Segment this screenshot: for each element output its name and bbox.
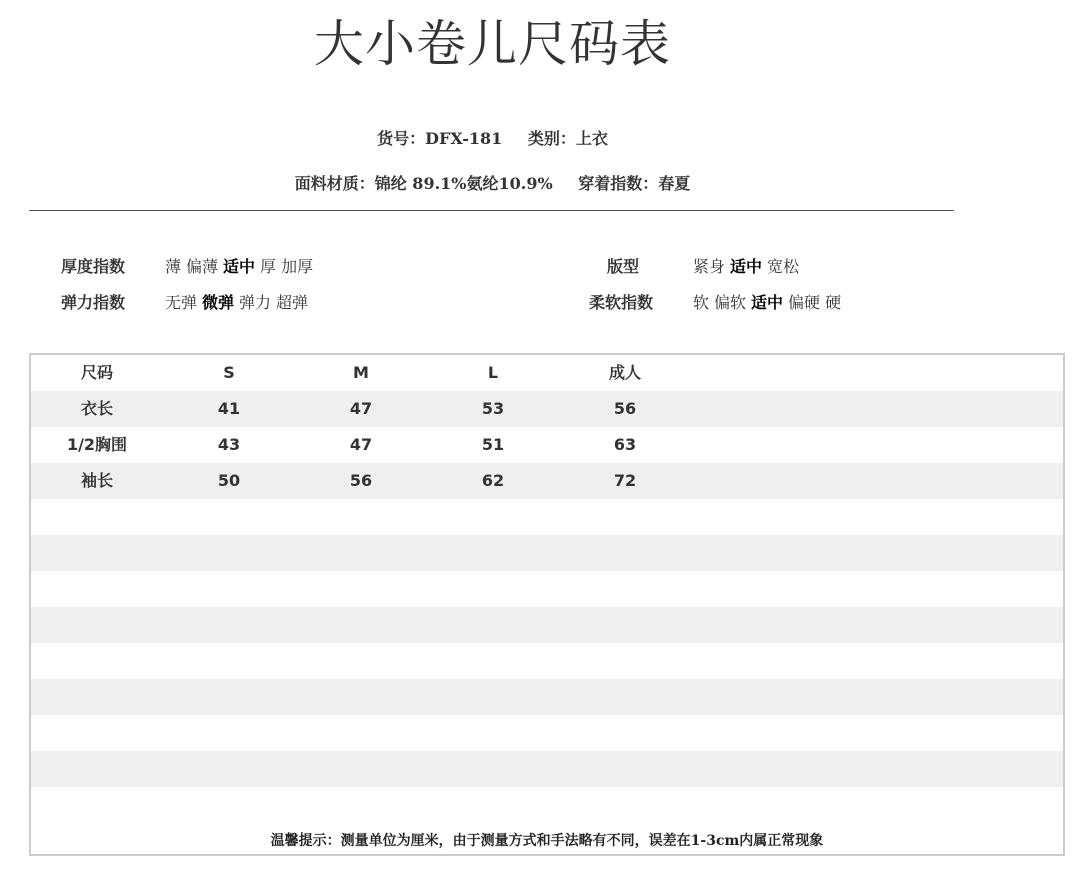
elasticity-option: 超弹 xyxy=(276,293,309,312)
table-cell: 50 xyxy=(217,471,241,490)
table-row xyxy=(31,535,1063,571)
table-row xyxy=(31,607,1063,643)
table-cell: 43 xyxy=(217,435,241,454)
table-cell: 53 xyxy=(481,399,505,418)
softness-label: 柔软指数 xyxy=(589,293,654,312)
fit-label: 版型 xyxy=(607,257,640,276)
table-row xyxy=(31,679,1063,715)
table-row xyxy=(31,427,1063,463)
product-info-line xyxy=(0,126,985,149)
table-header-cell: M xyxy=(353,363,369,382)
softness-option: 软 xyxy=(693,293,710,312)
thickness-options xyxy=(165,254,318,277)
softness-options xyxy=(693,290,846,313)
table-cell: 41 xyxy=(217,399,241,418)
table-cell: 72 xyxy=(613,471,637,490)
row-label-cell: 袖长 xyxy=(80,471,113,490)
table-header-cell: L xyxy=(487,363,499,382)
table-cell: 63 xyxy=(613,435,637,454)
table-cell: 56 xyxy=(613,399,637,418)
fit-options xyxy=(693,254,804,277)
table-row xyxy=(31,787,1063,823)
softness-option: 偏硬 xyxy=(788,293,821,312)
thickness-label: 厚度指数 xyxy=(61,257,126,276)
fit-option: 紧身 xyxy=(693,257,726,276)
size-table xyxy=(29,353,1065,856)
table-cell: 62 xyxy=(481,471,505,490)
elasticity-option: 弹力 xyxy=(239,293,272,312)
table-header-cell: 成人 xyxy=(608,363,641,382)
row-label-cell: 1/2胸围 xyxy=(66,435,128,454)
table-cell: 51 xyxy=(481,435,505,454)
row-label-cell: 衣长 xyxy=(80,399,113,418)
table-row xyxy=(31,715,1063,751)
measurement-note: 温馨提示：测量单位为厘米，由于测量方式和手法略有不同，误差在1-3cm内属正常现象 xyxy=(270,833,824,849)
softness-option: 偏软 xyxy=(714,293,747,312)
table-header-cell: 尺码 xyxy=(80,363,113,382)
season-index: 穿着指数：春夏 xyxy=(578,174,691,193)
elasticity-option: 微弹 xyxy=(202,293,235,312)
table-row xyxy=(31,391,1063,427)
thickness-option: 偏薄 xyxy=(186,257,219,276)
thickness-option: 薄 xyxy=(165,257,182,276)
table-cell: 56 xyxy=(349,471,373,490)
page-title: 大小卷儿尺码表 xyxy=(314,15,671,73)
material-info-line xyxy=(0,171,985,194)
divider xyxy=(29,210,954,211)
elasticity-option: 无弹 xyxy=(165,293,198,312)
material: 面料材质：锦纶 89.1%氨纶10.9% xyxy=(294,174,553,193)
fit-option: 宽松 xyxy=(767,257,800,276)
table-cell: 47 xyxy=(349,435,373,454)
table-row xyxy=(31,751,1063,787)
softness-option: 适中 xyxy=(751,293,784,312)
thickness-option: 适中 xyxy=(223,257,256,276)
item-number: 货号：DFX-181 xyxy=(377,129,503,148)
table-row xyxy=(31,499,1063,535)
softness-option: 硬 xyxy=(825,293,842,312)
table-row xyxy=(31,643,1063,679)
thickness-option: 厚 xyxy=(260,257,277,276)
table-row xyxy=(31,571,1063,607)
thickness-option: 加厚 xyxy=(281,257,314,276)
elasticity-label: 弹力指数 xyxy=(61,293,126,312)
table-header-cell: S xyxy=(223,363,235,382)
table-cell: 47 xyxy=(349,399,373,418)
elasticity-options xyxy=(165,290,313,313)
fit-option: 适中 xyxy=(730,257,763,276)
table-row xyxy=(31,463,1063,499)
category: 类别：上衣 xyxy=(527,129,608,148)
table-header-row xyxy=(31,355,1063,391)
